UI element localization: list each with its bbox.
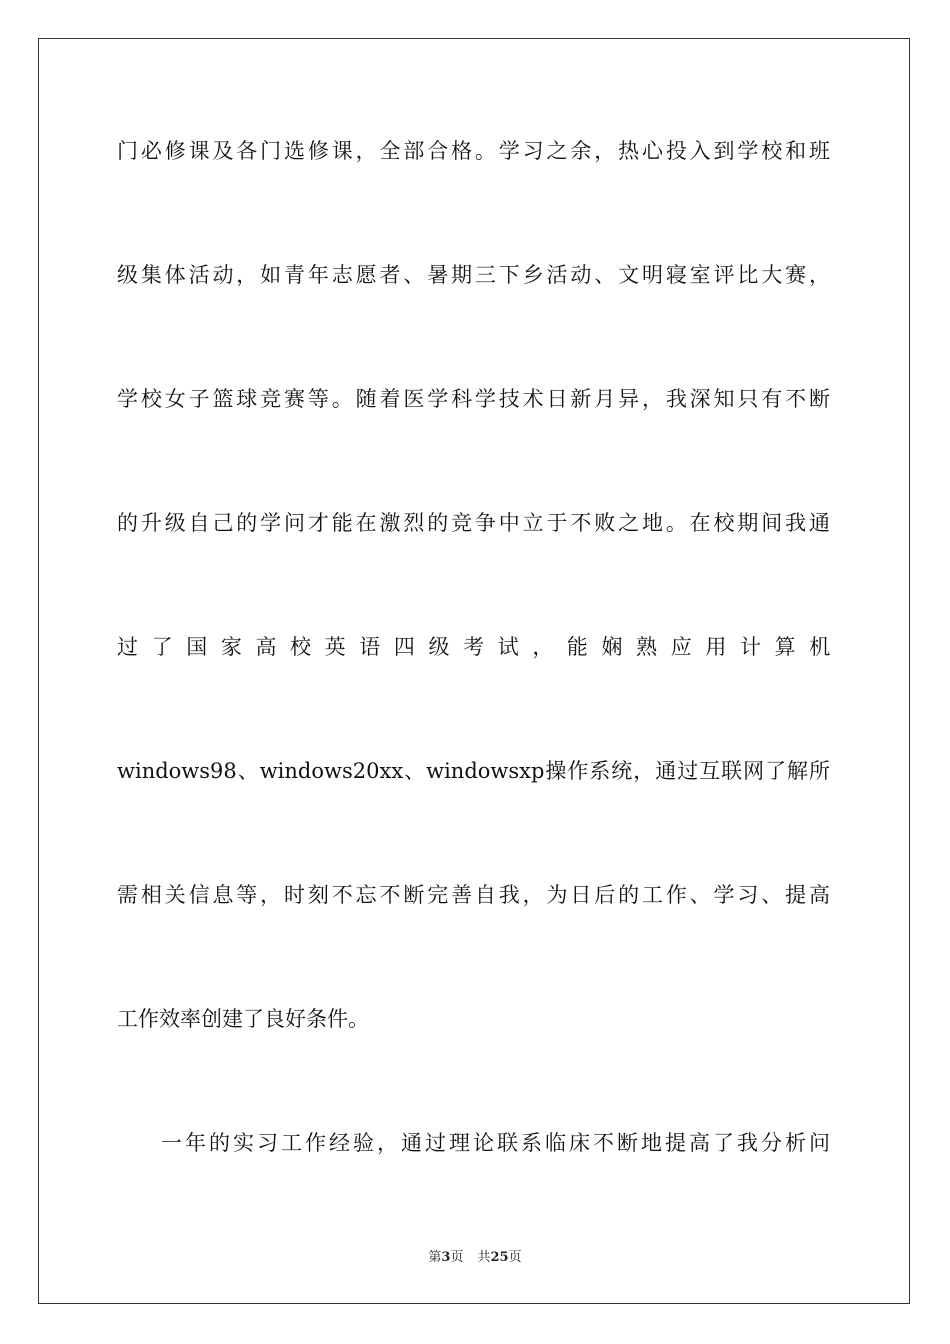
page-number: 3 bbox=[441, 1250, 451, 1265]
spaced-char: 娴 bbox=[601, 635, 626, 659]
page-prefix: 第 bbox=[428, 1250, 442, 1265]
spaced-char: 算 bbox=[774, 635, 800, 659]
spaced-char: 国 bbox=[186, 635, 211, 659]
text-line-paragraph-end: 工作效率创建了良好条件。 bbox=[117, 1007, 369, 1031]
spaced-char: 级 bbox=[428, 635, 453, 659]
text-line: 需相关信息等，时刻不忘不断完善自我，为日后的工作、学习、提高 bbox=[117, 883, 830, 907]
text-line: windows98、windows20xx、windowsxp操作系统，通过互联网了解所 bbox=[117, 759, 830, 783]
page-suffix: 页 bbox=[450, 1250, 464, 1265]
text-line-spaced bbox=[117, 608, 830, 732]
spaced-char: 校 bbox=[290, 635, 315, 659]
spaced-char: 四 bbox=[393, 635, 419, 659]
spaced-char: 英 bbox=[324, 635, 350, 659]
spaced-char: 能 bbox=[566, 635, 592, 659]
spaced-char: 机 bbox=[809, 635, 830, 659]
spaced-char: 试 bbox=[497, 635, 523, 659]
spaced-char: 考 bbox=[463, 635, 488, 659]
text-line: 门必修课及各门选修课，全部合格。学习之余，热心投入到学校和班 bbox=[117, 139, 830, 163]
spaced-char: 高 bbox=[255, 635, 280, 659]
text-line: 级集体活动，如青年志愿者、暑期三下乡活动、文明寝室评比大赛， bbox=[117, 263, 830, 287]
spaced-char: ， bbox=[532, 635, 557, 659]
spaced-char: 语 bbox=[359, 635, 384, 659]
spaced-char: 计 bbox=[739, 635, 765, 659]
spaced-char: 用 bbox=[705, 635, 730, 659]
spaced-char: 了 bbox=[151, 635, 177, 659]
total-suffix: 页 bbox=[508, 1250, 522, 1265]
text-line: 的升级自己的学问才能在激烈的竞争中立于不败之地。在校期间我通 bbox=[117, 511, 830, 535]
spaced-char: 应 bbox=[670, 635, 696, 659]
page-footer bbox=[0, 1246, 950, 1265]
total-pages: 25 bbox=[490, 1250, 509, 1265]
total-prefix: 共 bbox=[477, 1250, 491, 1265]
body-text bbox=[117, 112, 830, 1228]
spaced-char: 家 bbox=[220, 635, 246, 659]
text-line: 学校女子篮球竞赛等。随着医学科学技术日新月异，我深知只有不断 bbox=[117, 387, 830, 411]
spaced-char: 过 bbox=[117, 635, 142, 659]
spaced-char: 熟 bbox=[636, 635, 661, 659]
text-line-paragraph-start: 一年的实习工作经验，通过理论联系临床不断地提高了我分析问 bbox=[161, 1131, 830, 1155]
